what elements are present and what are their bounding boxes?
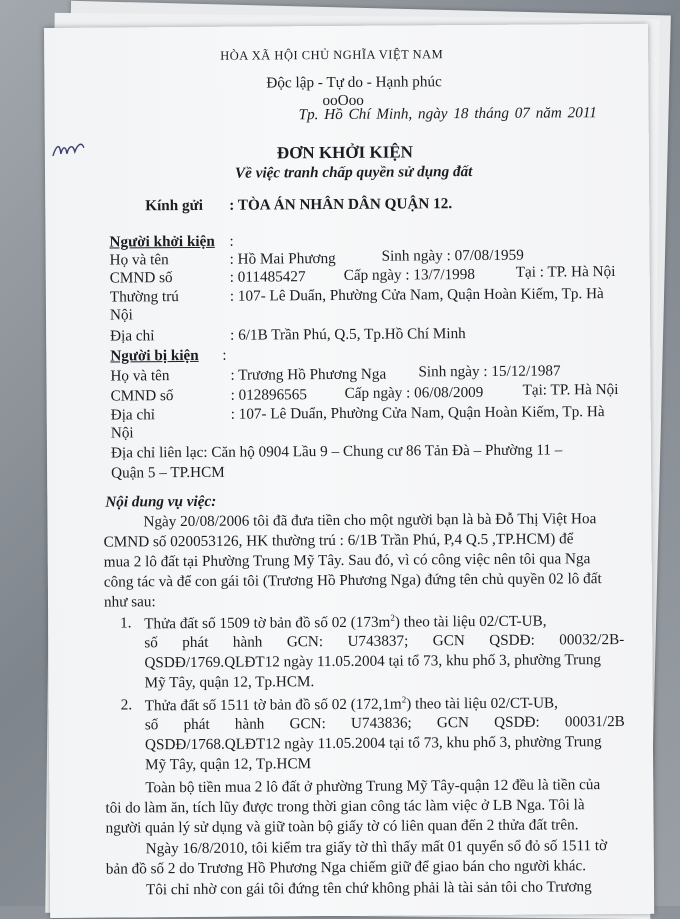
- defendant-contact-line1: Địa chỉ liên lạc: Căn hộ 0904 Lầu 9 – Chung cư 86 Tản Đà – Phường 11 –: [110, 441, 563, 462]
- defendant-address-value: : 107- Lê Duẩn, Phường Cửa Nam, Quận Hoàn Kiếm, Tp. Hà: [230, 403, 605, 423]
- plaintiff-id-value: : 011485427: [229, 268, 306, 286]
- plaintiff-name-value: : Hồ Mai Phương: [229, 249, 336, 268]
- plaintiff-id-place: Tại : TP. Hà Nội: [515, 263, 616, 281]
- defendant-heading-colon: :: [222, 346, 227, 364]
- content-paragraph-line: bản đồ số 2 do Trương Hồ Phương Nga chiếm giữ để giao bán cho người khác.: [105, 857, 587, 878]
- content-paragraph-line: người quản lý sử dụng và giữ toàn bộ giấy tờ có liên quan đến 2 thửa đất trên.: [105, 816, 579, 837]
- content-paragraph-line: Ngày 20/08/2006 tôi đã đưa tiền cho một người bạn là bà Đỗ Thị Việt Hoa: [143, 510, 597, 531]
- recipient-value: : TÒA ÁN NHÂN DÂN QUẬN 12.: [229, 195, 453, 214]
- content-paragraph-line: Toàn bộ tiền mua 2 lô đất ở phường Trung Mỹ Tây-quận 12 đều là tiền của: [145, 776, 601, 797]
- document-subtitle: Về việc tranh chấp quyền sử dụng đất: [234, 163, 473, 182]
- content-paragraph-line: công tác và để con gái tôi (Trương Hồ Phương Nga) đứng tên chủ quyền 02 lô đất: [103, 570, 602, 591]
- defendant-dob: Sinh ngày : 15/12/1987: [418, 362, 561, 381]
- content-paragraph-line: Ngày 16/8/2010, tôi kiểm tra giấy tờ thì thấy mất 01 quyển sổ đỏ số 1511 tờ: [145, 837, 608, 858]
- content-heading: Nội dung vụ việc:: [105, 492, 217, 511]
- content-paragraph-line: mua 2 lô đất tại Phường Trung Mỹ Tây. Sau đó, vì có công việc nên tôi qua Nga: [103, 550, 591, 571]
- list-item-number: 2.: [120, 696, 133, 714]
- motto: Độc lập - Tự do - Hạnh phúc: [266, 73, 442, 92]
- plaintiff-dob: Sinh ngày : 07/08/1959: [381, 246, 524, 265]
- content-paragraph-line: Tôi chỉ nhờ con gái tôi đứng tên chứ không phải là tài sản tôi cho Trương: [145, 878, 592, 899]
- list-item-line: Mỹ Tây, quận 12, Tp.HCM: [145, 755, 312, 774]
- defendant-id-issue: Cấp ngày : 06/08/2009: [344, 383, 484, 402]
- content-paragraph-line: CMND số 020053126, HK thường trú : 6/1B Trần Phú, P,4 Q.5 ,TP.HCM) để: [103, 530, 574, 551]
- plaintiff-heading-colon: :: [229, 232, 234, 250]
- plaintiff-address-value: : 6/1B Trần Phú, Q.5, Tp.Hồ Chí Minh: [230, 325, 466, 344]
- nation-heading: HÒA XÃ HỘI CHỦ NGHĨA VIỆT NAM: [220, 47, 444, 63]
- plaintiff-residence-cont: Nội: [109, 306, 133, 324]
- plaintiff-id-label: CMND số: [109, 269, 173, 287]
- list-item-line: Thửa đất số 1509 tờ bản đồ số 02 $(173m^2)$ theo tài liệu 02/CT-UB,: [144, 612, 547, 633]
- plaintiff-id-issue: Cấp ngày : 13/7/1998: [343, 265, 475, 284]
- defendant-id-label: CMND số: [110, 387, 174, 405]
- list-item-line: QSDĐ/1769.QLĐT12 ngày 11.05.2004 tại tổ 73, khu phố 3, phường Trung: [144, 651, 602, 672]
- plaintiff-residence-value: : 107- Lê Duẩn, Phường Cửa Nam, Quận Hoàn Kiếm, Tp. Hà: [229, 285, 604, 305]
- list-item-line: QSDĐ/1768.QLĐT12 ngày 11.05.2004 tại tổ 73, khu phố 3, phường Trung: [144, 733, 602, 754]
- defendant-address-label: Địa chỉ: [110, 406, 156, 424]
- lawsuit-document: [44, 24, 654, 918]
- list-item-line: số phát hành GCN: U743836; GCN QSDĐ: 00031/2B: [144, 712, 625, 734]
- list-item-line: Mỹ Tây, quận 12, Tp.HCM.: [144, 673, 315, 692]
- list-item-line: Thửa đất số 1511 tờ bản đồ số 02 $(172,1m^2)$ theo tài liệu 02/CT-UB,: [144, 694, 559, 715]
- defendant-address-cont: Nội: [110, 424, 134, 442]
- defendant-name-value: : Trương Hồ Phương Nga: [230, 365, 387, 384]
- defendant-name-label: Họ và tên: [110, 367, 170, 385]
- defendant-id-place: Tại: TP. Hà Nội: [522, 380, 619, 399]
- plaintiff-address-label: Địa chỉ: [110, 327, 155, 345]
- defendant-id-value: : 012896565: [230, 386, 308, 404]
- handwritten-mark-icon: [51, 138, 91, 164]
- recipient-label: Kính gửi: [145, 196, 203, 215]
- defendant-contact-line2: Quận 5 – TP.HCM: [111, 463, 225, 482]
- plaintiff-residence-label: Thường trú: [109, 288, 179, 306]
- place-date: Tp. Hồ Chí Minh, ngày 18 tháng 07 năm 2011: [298, 104, 597, 124]
- list-item-number: 1.: [120, 614, 132, 632]
- plaintiff-heading: Người khởi kiện: [109, 232, 215, 251]
- content-paragraph-line: như sau:: [103, 593, 156, 611]
- content-paragraph-line: tôi do làm ăn, tích lũy được trong thời gian công tác làm việc ở LB Nga. Tôi là: [105, 796, 585, 817]
- document-title: ĐƠN KHỞI KIỆN: [276, 142, 413, 163]
- plaintiff-name-label: Họ và tên: [109, 251, 169, 269]
- list-item-line: số phát hành GCN: U743837; GCN QSDĐ: 00032/2B-: [144, 630, 625, 652]
- ornament: ooOoo: [322, 91, 364, 110]
- defendant-heading: Người bị kiện: [110, 346, 199, 365]
